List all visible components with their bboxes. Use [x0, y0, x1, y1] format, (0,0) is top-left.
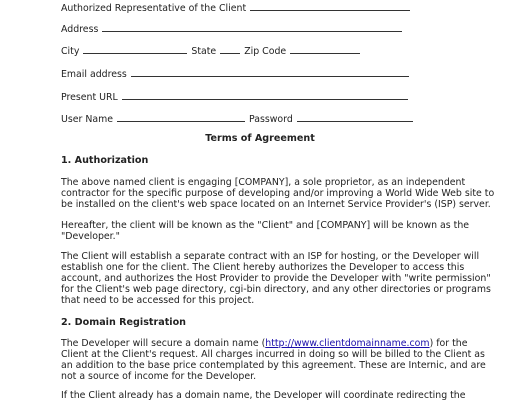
- address-label: Address: [61, 24, 99, 35]
- text-line: that need to be accessed for this project.: [61, 295, 255, 306]
- paragraph-isp: [61, 251, 491, 306]
- section-2-heading: 2. Domain Registration: [61, 317, 186, 328]
- text-line: not a source of income for the Developer.: [61, 371, 257, 382]
- address-line[interactable]: [102, 21, 402, 32]
- paragraph-existing-domain: [61, 390, 471, 401]
- password-label: Password: [249, 114, 293, 125]
- city-state-zip-row: [61, 43, 364, 57]
- url-label: Present URL: [61, 92, 118, 103]
- text-line: The Client will establish a separate contract with an ISP for hosting, or the Developer will: [61, 251, 480, 262]
- text-line: "Developer.": [61, 231, 120, 242]
- username-label: User Name: [61, 114, 114, 125]
- url-row: [61, 89, 412, 103]
- city-label: City: [61, 46, 80, 57]
- text-line: Hereafter, the client will be known as the "Client" and [COMPANY] will be known as the: [61, 220, 470, 231]
- text-line: Client at the Client's request. All charges incurred in doing so will be billed to the Client as: [61, 349, 485, 360]
- zip-line[interactable]: [290, 43, 360, 54]
- text-line: for the Client's web page directory, cgi-bin directory, and any other directories or programs: [61, 284, 491, 295]
- text-line: If the Client already has a domain name, the Developer will coordinate redirecting the: [61, 390, 466, 401]
- paragraph-authorization: [61, 177, 495, 210]
- credentials-row: [61, 111, 417, 125]
- paragraph-hereafter: [61, 220, 471, 242]
- email-line[interactable]: [131, 66, 409, 77]
- text-line: establish one for the client. The Client hereby authorizes the Developer to access this: [61, 262, 465, 273]
- domain-text-post: ) for the: [429, 338, 468, 349]
- username-line[interactable]: [117, 111, 245, 122]
- authorized-rep-label: Authorized Representative of the Client: [61, 3, 247, 14]
- section-1-heading: 1. Authorization: [61, 155, 149, 166]
- state-line[interactable]: [220, 43, 240, 54]
- text-line: [61, 338, 471, 349]
- city-line[interactable]: [83, 43, 187, 54]
- text-line: contractor for the specific purpose of developing and/or improving a World Wide Web site to: [61, 188, 495, 199]
- password-line[interactable]: [297, 111, 413, 122]
- text-line: The above named client is engaging [COMPANY], a sole proprietor, as an independent: [61, 177, 466, 188]
- zip-label: Zip Code: [244, 46, 287, 57]
- url-line[interactable]: [122, 89, 408, 100]
- authorized-rep-line[interactable]: [250, 0, 410, 11]
- text-line: account, and authorizes the Host Provider to provide the Developer with "write permission": [61, 273, 491, 284]
- domain-link[interactable]: http://www.clientdomainname.com: [265, 338, 430, 349]
- email-row: [61, 66, 413, 80]
- text-line: be installed on the client's web space located on an Internet Service Provider's (ISP) server.: [61, 199, 491, 210]
- paragraph-domain: [61, 338, 486, 382]
- terms-title: Terms of Agreement: [205, 133, 315, 144]
- address-row: [61, 21, 406, 35]
- domain-text-pre: The Developer will secure a domain name (: [61, 338, 266, 349]
- text-line: an addition to the base price contemplated by this agreement. These are Internic, and are: [61, 360, 486, 371]
- state-label: State: [191, 46, 217, 57]
- authorized-rep-row: [61, 0, 414, 14]
- email-label: Email address: [61, 69, 127, 80]
